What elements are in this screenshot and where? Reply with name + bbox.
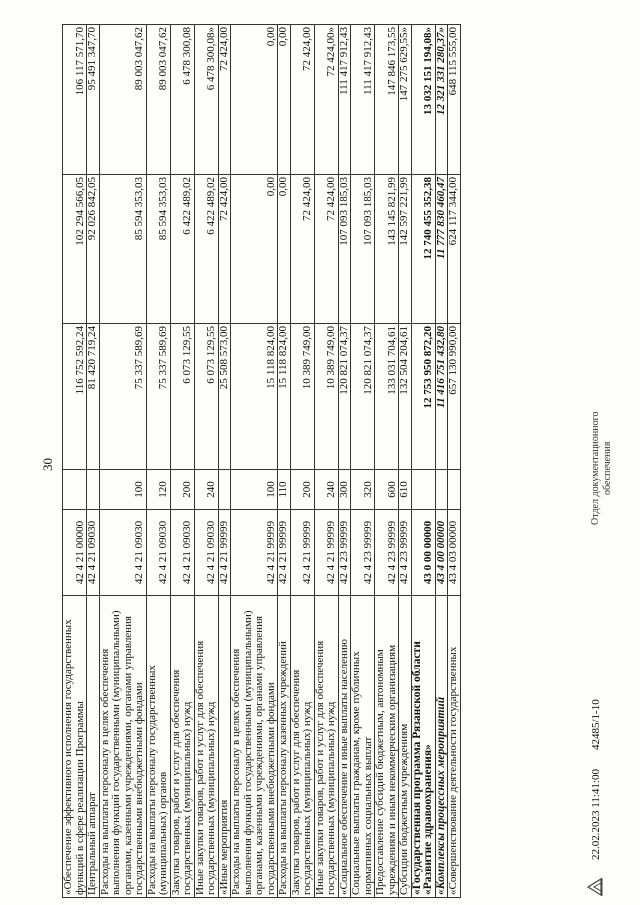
row-code-cell: 42 4 23 99999 [351,510,375,596]
row-value-2023-cell: 81 420 719,24 [87,324,100,470]
budget-table [62,24,461,898]
row-vr-cell: 200 [170,470,194,510]
row-name-cell: «Обеспечение эффективного исполнения государственных функций в сфере реализации Программы [63,596,87,898]
row-code-cell: 42 4 23 99999 [338,510,351,596]
row-name-cell: Предоставление субсидий бюджетным, автономным учреждениям и иным некоммерческим организациям [375,596,399,898]
row-name-cell: Расходы на выплаты персоналу в целях обеспечения выполнения функций государственными (муниципальными) органами, казенными учреждениями, органами управления государственными внебюджетными фондами [99,596,146,898]
row-value-2023-cell: 11 416 751 432,80 [435,324,448,470]
row-vr-cell: 100 [231,470,278,510]
row-value-2024-cell: 11 777 830 460,47 [435,175,448,324]
row-value-2025-cell: 72 424,00 [290,25,314,175]
row-value-2024-cell: 107 093 185,03 [338,175,351,324]
row-value-2024-cell: 92 026 842,05 [87,175,100,324]
row-code-cell: 42 4 21 09030 [194,510,218,596]
footer-dept-line1: Отдел документационного [590,411,601,525]
row-value-2025-cell: 89 003 047,62 [146,25,170,175]
table-row [399,25,412,898]
footer-department-stamp [590,412,614,525]
row-vr-cell [435,470,448,510]
row-name-cell: Центральный аппарат [87,596,100,898]
budget-table-body [63,25,461,898]
table-row [351,25,375,898]
row-code-cell: 42 4 21 99999 [290,510,314,596]
row-value-2023-cell: 10 389 749,00 [314,324,338,470]
table-row [87,25,100,898]
table-row [63,25,87,898]
row-value-2025-cell: 648 115 555,00 [448,25,461,175]
row-vr-cell [411,470,435,510]
row-name-cell: Расходы на выплаты персоналу в целях обеспечения выполнения функций государственными (муниципальными) органами, казенными учреждениями, органами управления государственными внебюджетными фондами [231,596,278,898]
row-value-2023-cell: 132 504 204,61 [399,324,412,470]
table-row [375,25,399,898]
row-value-2025-cell: 72 424,00» [314,25,338,175]
row-name-cell: Иные закупки товаров, работ и услуг для обеспечения государственных (муниципальных) нужд [314,596,338,898]
row-value-2024-cell: 72 424,00 [290,175,314,324]
row-value-2024-cell: 107 093 185,03 [351,175,375,324]
table-row [338,25,351,898]
row-value-2024-cell: 142 597 221,99 [399,175,412,324]
row-value-2023-cell: 120 821 074,37 [351,324,375,470]
row-code-cell: 42 4 21 09030 [146,510,170,596]
row-name-cell: Закупка товаров, работ и услуг для обеспечения государственных (муниципальных) нужд [170,596,194,898]
footer-date: 22.02.2023 11:41:00 [590,769,602,860]
row-code-cell: 42 4 21 09030 [170,510,194,596]
row-value-2023-cell: 15 118 824,00 [278,324,291,470]
row-name-cell: Расходы на выплаты персоналу казенных учреждений [278,596,291,898]
table-row [170,25,194,898]
row-code-cell: 43 0 00 00000 [411,510,435,596]
row-vr-cell: 300 [338,470,351,510]
row-code-cell: 42 4 21 99999 [218,510,231,596]
row-name-cell: «Совершенствование деятельности государственных [448,596,461,898]
row-vr-cell: 100 [99,470,146,510]
row-value-2023-cell: 657 130 990,00 [448,324,461,470]
row-name-cell: Иные закупки товаров, работ и услуг для обеспечения государственных (муниципальных) нужд [194,596,218,898]
row-value-2025-cell: 6 478 300,08» [194,25,218,175]
row-vr-cell [87,470,100,510]
row-value-2024-cell: 85 594 353,03 [99,175,146,324]
row-value-2023-cell: 75 337 589,69 [99,324,146,470]
row-value-2024-cell: 6 422 489,02 [170,175,194,324]
row-value-2024-cell: 12 740 455 352,38 [411,175,435,324]
page-number: 30 [40,458,55,471]
table-row [448,25,461,898]
table-row [146,25,170,898]
row-value-2024-cell: 102 294 566,05 [63,175,87,324]
row-name-cell: Субсидии бюджетным учреждениям [399,596,412,898]
row-vr-cell: 240 [194,470,218,510]
row-value-2025-cell: 106 117 571,70 [63,25,87,175]
row-vr-cell: 120 [146,470,170,510]
row-value-2023-cell: 133 031 704,61 [375,324,399,470]
row-code-cell: 43 4 03 00000 [448,510,461,596]
row-value-2024-cell: 6 422 489,02 [194,175,218,324]
document-logo-icon [585,877,603,897]
table-row [99,25,146,898]
row-code-cell: 42 4 21 09030 [99,510,146,596]
row-name-cell: Социальные выплаты гражданам, кроме публичных нормативных социальных выплат [351,596,375,898]
row-vr-cell [448,470,461,510]
row-value-2023-cell: 120 821 074,37 [338,324,351,470]
row-name-cell: «Иные мероприятия [218,596,231,898]
row-value-2025-cell: 0,00 [231,25,278,175]
row-vr-cell: 110 [278,470,291,510]
row-name-cell: Расходы на выплаты персоналу государственных (муниципальных) органов [146,596,170,898]
row-value-2025-cell: 147 275 629,55» [399,25,412,175]
row-value-2023-cell: 116 752 592,24 [63,324,87,470]
row-name-cell: Закупка товаров, работ и услуг для обеспечения государственных (муниципальных) нужд [290,596,314,898]
footer-dept-line2: обеспечения [602,441,613,495]
row-value-2024-cell: 0,00 [231,175,278,324]
row-value-2025-cell: 111 417 912,43 [351,25,375,175]
row-code-cell: 42 4 21 99999 [278,510,291,596]
row-value-2024-cell: 72 424,00 [218,175,231,324]
table-row [314,25,338,898]
row-code-cell: 42 4 21 00000 [63,510,87,596]
row-value-2025-cell: 89 003 047,62 [99,25,146,175]
row-value-2025-cell: 95 491 347,70 [87,25,100,175]
table-row [194,25,218,898]
table-row [218,25,231,898]
row-value-2024-cell: 0,00 [278,175,291,324]
row-value-2025-cell: 0,00 [278,25,291,175]
row-value-2025-cell: 147 846 173,55 [375,25,399,175]
row-value-2023-cell: 25 508 573,00 [218,324,231,470]
row-value-2024-cell: 143 145 821,99 [375,175,399,324]
row-value-2023-cell: 6 073 129,55 [170,324,194,470]
row-code-cell: 42 4 21 99999 [231,510,278,596]
row-value-2025-cell: 111 417 912,43 [338,25,351,175]
row-code-cell: 42 4 21 99999 [314,510,338,596]
row-name-cell: «Государственная программа Рязанской области «Развитие здравоохранения» [411,596,435,898]
row-value-2024-cell: 85 594 353,03 [146,175,170,324]
row-code-cell: 42 4 21 09030 [87,510,100,596]
row-name-cell: «Социальное обеспечение и иные выплаты населению [338,596,351,898]
row-vr-cell: 610 [399,470,412,510]
row-value-2023-cell: 6 073 129,55 [194,324,218,470]
row-value-2025-cell: 72 424,00 [218,25,231,175]
row-vr-cell: 240 [314,470,338,510]
footer-doc-code: 42485/1-10 [590,699,602,750]
table-row [411,25,435,898]
row-code-cell: 42 4 23 99999 [399,510,412,596]
table-row [435,25,448,898]
row-value-2025-cell: 13 032 151 194,08» [411,25,435,175]
table-row [290,25,314,898]
row-value-2025-cell: 6 478 300,08 [170,25,194,175]
row-code-cell: 43 4 00 00000 [435,510,448,596]
row-value-2023-cell: 15 118 824,00 [231,324,278,470]
row-value-2025-cell: 12 321 331 280,37» [435,25,448,175]
row-vr-cell: 200 [290,470,314,510]
row-value-2023-cell: 12 753 950 872,20 [411,324,435,470]
row-value-2023-cell: 10 389 749,00 [290,324,314,470]
row-value-2023-cell: 75 337 589,69 [146,324,170,470]
row-vr-cell: 320 [351,470,375,510]
row-vr-cell: 600 [375,470,399,510]
row-code-cell: 42 4 23 99999 [375,510,399,596]
row-value-2024-cell: 72 424,00 [314,175,338,324]
row-vr-cell [63,470,87,510]
table-row [278,25,291,898]
row-vr-cell [218,470,231,510]
row-value-2024-cell: 624 117 344,00 [448,175,461,324]
row-name-cell: «Комплексы процессных мероприятий [435,596,448,898]
table-row [231,25,278,898]
